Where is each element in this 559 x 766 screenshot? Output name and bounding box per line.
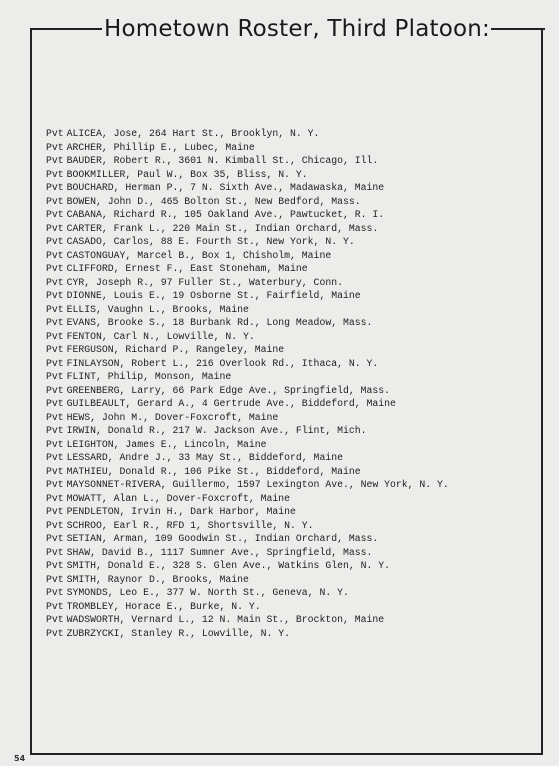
list-item bbox=[46, 492, 541, 506]
list-item bbox=[46, 370, 541, 384]
list-item bbox=[46, 357, 541, 371]
roster-entry: PENDLETON, Irvin H., Dark Harbor, Maine bbox=[66, 506, 296, 517]
list-item bbox=[46, 384, 541, 398]
rank-label: Pvt bbox=[46, 182, 64, 193]
rank-label: Pvt bbox=[46, 600, 64, 612]
list-item bbox=[46, 613, 541, 627]
list-item bbox=[46, 181, 541, 195]
rank-label: Pvt bbox=[46, 560, 64, 571]
page-number: 54 bbox=[14, 754, 26, 763]
roster-entry: SHAW, David B., 1117 Sumner Ave., Springfield, Mass. bbox=[66, 546, 373, 558]
list-item bbox=[46, 478, 541, 492]
list-item bbox=[46, 343, 541, 357]
rank-label: Pvt bbox=[46, 371, 64, 382]
roster-entry: SETIAN, Arman, 109 Goodwin St., Indian Orchard, Mass. bbox=[66, 533, 379, 544]
rank-label: Pvt bbox=[46, 384, 64, 396]
roster-entry: FINLAYSON, Robert L., 216 Overlook Rd., Ithaca, N. Y. bbox=[66, 357, 379, 369]
roster-entry: SYMONDS, Leo E., 377 W. North St., Geneva, N. Y. bbox=[66, 587, 349, 598]
list-item bbox=[46, 424, 541, 438]
rank-label: Pvt bbox=[46, 465, 64, 477]
rank-label: Pvt bbox=[46, 303, 64, 315]
roster-entry: SCHROO, Earl R., RFD 1, Shortsville, N. Y. bbox=[66, 519, 314, 531]
roster-entry: EVANS, Brooke S., 18 Burbank Rd., Long Meadow, Mass. bbox=[66, 317, 373, 328]
roster-entry: BOWEN, John D., 465 Bolton St., New Bedford, Mass. bbox=[66, 195, 361, 207]
roster-entry: BAUDER, Robert R., 3601 N. Kimball St., Chicago, Ill. bbox=[66, 155, 379, 166]
rank-label: Pvt bbox=[46, 425, 64, 436]
roster-entry: CASADO, Carlos, 88 E. Fourth St., New York, N. Y. bbox=[66, 236, 355, 247]
list-item bbox=[46, 532, 541, 546]
roster-entry: FERGUSON, Richard P., Rangeley, Maine bbox=[66, 344, 285, 355]
roster-entry: MATHIEU, Donald R., 106 Pike St., Biddeford, Maine bbox=[66, 465, 361, 477]
roster-entry: IRWIN, Donald R., 217 W. Jackson Ave., Flint, Mich. bbox=[66, 425, 367, 436]
list-item bbox=[46, 519, 541, 533]
roster-entry: LESSARD, Andre J., 33 May St., Biddeford, Maine bbox=[66, 452, 343, 463]
list-item bbox=[46, 195, 541, 209]
rank-label: Pvt bbox=[46, 533, 64, 544]
list-item bbox=[46, 222, 541, 236]
rank-label: Pvt bbox=[46, 587, 64, 598]
roster-entry: LEIGHTON, James E., Lincoln, Maine bbox=[66, 438, 267, 450]
page-title: Hometown Roster, Third Platoon: bbox=[104, 16, 490, 42]
rank-label: Pvt bbox=[46, 411, 64, 423]
rank-label: Pvt bbox=[46, 546, 64, 558]
rank-label: Pvt bbox=[46, 398, 64, 409]
roster-entry: ZUBRZYCKI, Stanley R., Lowville, N. Y. bbox=[66, 627, 291, 639]
roster-entry: CYR, Joseph R., 97 Fuller St., Waterbury, Conn. bbox=[66, 276, 343, 288]
list-item bbox=[46, 127, 541, 141]
rank-label: Pvt bbox=[46, 195, 64, 207]
list-item bbox=[46, 262, 541, 276]
list-item bbox=[46, 276, 541, 290]
list-item bbox=[46, 289, 541, 303]
roster-entry: MAYSONNET-RIVERA, Guillermo, 1597 Lexington Ave., New York, N. Y. bbox=[66, 479, 449, 490]
list-item bbox=[46, 546, 541, 560]
roster-entry: ARCHER, Phillip E., Lubec, Maine bbox=[66, 141, 255, 153]
roster-list bbox=[46, 127, 541, 640]
rank-label: Pvt bbox=[46, 168, 64, 180]
rank-label: Pvt bbox=[46, 155, 64, 166]
title-rule-left bbox=[30, 28, 102, 30]
list-item bbox=[46, 465, 541, 479]
rank-label: Pvt bbox=[46, 479, 64, 490]
roster-entry: CABANA, Richard R., 105 Oakland Ave., Pawtucket, R. I. bbox=[66, 209, 385, 220]
roster-entry: ALICEA, Jose, 264 Hart St., Brooklyn, N. Y. bbox=[66, 128, 320, 139]
rank-label: Pvt bbox=[46, 141, 64, 153]
roster-entry: ELLIS, Vaughn L., Brooks, Maine bbox=[66, 303, 249, 315]
rank-label: Pvt bbox=[46, 236, 64, 247]
list-item bbox=[46, 154, 541, 168]
list-item bbox=[46, 573, 541, 587]
rank-label: Pvt bbox=[46, 290, 64, 301]
list-item bbox=[46, 249, 541, 263]
list-item bbox=[46, 505, 541, 519]
roster-entry: SMITH, Raynor D., Brooks, Maine bbox=[66, 573, 249, 585]
roster-entry: CASTONGUAY, Marcel B., Box 1, Chisholm, Maine bbox=[66, 249, 332, 261]
roster-entry: CARTER, Frank L., 220 Main St., Indian Orchard, Mass. bbox=[66, 222, 379, 234]
list-item bbox=[46, 559, 541, 573]
rank-label: Pvt bbox=[46, 249, 64, 261]
list-item bbox=[46, 600, 541, 614]
rank-label: Pvt bbox=[46, 519, 64, 531]
roster-entry: FENTON, Carl N., Lowville, N. Y. bbox=[66, 330, 255, 342]
roster-entry: BOUCHARD, Herman P., 7 N. Sixth Ave., Madawaska, Maine bbox=[66, 182, 385, 193]
list-item bbox=[46, 451, 541, 465]
rank-label: Pvt bbox=[46, 492, 64, 504]
roster-entry: WADSWORTH, Vernard L., 12 N. Main St., Brockton, Maine bbox=[66, 614, 385, 625]
rank-label: Pvt bbox=[46, 438, 64, 450]
title-rule-right bbox=[491, 28, 545, 30]
list-item bbox=[46, 316, 541, 330]
rank-label: Pvt bbox=[46, 209, 64, 220]
roster-entry: BOOKMILLER, Paul W., Box 35, Bliss, N. Y. bbox=[66, 168, 308, 180]
list-item bbox=[46, 303, 541, 317]
rank-label: Pvt bbox=[46, 128, 64, 139]
rank-label: Pvt bbox=[46, 573, 64, 585]
roster-entry: TROMBLEY, Horace E., Burke, N. Y. bbox=[66, 600, 261, 612]
roster-entry: FLINT, Philip, Monson, Maine bbox=[66, 371, 232, 382]
roster-entry: HEWS, John M., Dover-Foxcroft, Maine bbox=[66, 411, 279, 423]
rank-label: Pvt bbox=[46, 614, 64, 625]
rank-label: Pvt bbox=[46, 330, 64, 342]
list-item bbox=[46, 438, 541, 452]
rank-label: Pvt bbox=[46, 263, 64, 274]
list-item bbox=[46, 168, 541, 182]
list-item bbox=[46, 141, 541, 155]
roster-entry: MOWATT, Alan L., Dover-Foxcroft, Maine bbox=[66, 492, 291, 504]
rank-label: Pvt bbox=[46, 222, 64, 234]
rank-label: Pvt bbox=[46, 452, 64, 463]
roster-entry: SMITH, Donald E., 328 S. Glen Ave., Watkins Glen, N. Y. bbox=[66, 560, 390, 571]
roster-entry: GUILBEAULT, Gerard A., 4 Gertrude Ave., Biddeford, Maine bbox=[66, 398, 396, 409]
roster-entry: CLIFFORD, Ernest F., East Stoneham, Maine bbox=[66, 263, 308, 274]
title-row bbox=[30, 14, 545, 44]
list-item bbox=[46, 586, 541, 600]
roster-entry: GREENBERG, Larry, 66 Park Edge Ave., Springfield, Mass. bbox=[66, 384, 390, 396]
rank-label: Pvt bbox=[46, 627, 64, 639]
list-item bbox=[46, 397, 541, 411]
list-item bbox=[46, 208, 541, 222]
rank-label: Pvt bbox=[46, 344, 64, 355]
list-item bbox=[46, 627, 541, 641]
rank-label: Pvt bbox=[46, 357, 64, 369]
list-item bbox=[46, 330, 541, 344]
rank-label: Pvt bbox=[46, 276, 64, 288]
rank-label: Pvt bbox=[46, 317, 64, 328]
rank-label: Pvt bbox=[46, 506, 64, 517]
list-item bbox=[46, 411, 541, 425]
list-item bbox=[46, 235, 541, 249]
roster-entry: DIONNE, Louis E., 19 Osborne St., Fairfield, Maine bbox=[66, 290, 361, 301]
